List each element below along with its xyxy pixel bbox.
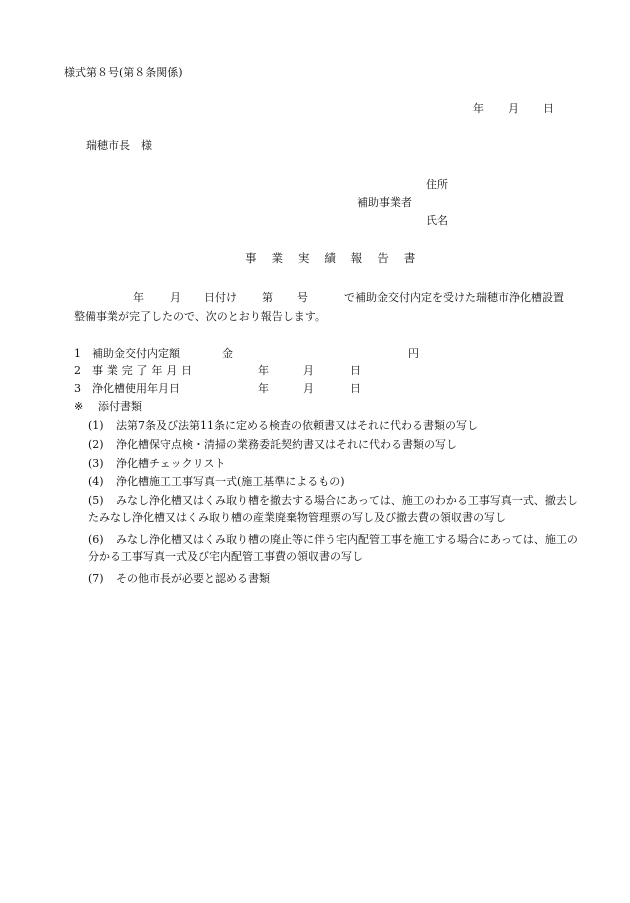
body-year: 年	[133, 291, 144, 304]
attachment-item	[88, 531, 578, 565]
attachment-text: みなし浄化槽又はくみ取り槽の廃止等に伴う宅内配管工事を施工する場合にあっては、施工の分かる工事写真一式及び宅内配管工事費の領収書の写し	[88, 533, 578, 563]
attachment-text: その他市長が必要と認める書類	[116, 572, 270, 585]
attachment-number: (5)	[88, 494, 104, 507]
name-label: 氏名	[426, 214, 448, 227]
item-month: 月	[303, 382, 314, 395]
item-year: 年	[258, 382, 269, 395]
body-month: 月	[170, 291, 181, 304]
attachment-item	[88, 436, 588, 453]
item-day: 日	[350, 364, 361, 377]
attachment-item	[88, 417, 588, 434]
attachment-number: (7)	[88, 572, 104, 585]
attachment-number: (2)	[88, 438, 104, 451]
attachment-text: みなし浄化槽又はくみ取り槽を撤去する場合にあっては、施工のわかる工事写真一式、撤去したみなし浄化槽又はくみ取り槽の産業廃棄物管理票の写し及び撤去費の領収書の写し	[88, 494, 578, 524]
item-number: 2	[74, 364, 81, 377]
item-number: 1	[74, 347, 81, 360]
body-line1-text: で補助金交付内定を受けた瑞穂市浄化槽設置	[344, 291, 564, 304]
body-date-suffix: 日付け	[204, 291, 237, 304]
attachment-text: 法第7条及び法第11条に定める検査の依頼書又はそれに代わる書類の写し	[116, 419, 478, 432]
item-year: 年	[258, 364, 269, 377]
item-label: 補助金交付内定額	[92, 347, 180, 360]
item-amount-prefix: 金	[222, 347, 233, 360]
attachment-text: 浄化槽チェックリスト	[116, 457, 226, 470]
item-month: 月	[303, 364, 314, 377]
date-month-label: 月	[508, 102, 519, 115]
body-line2: 整備事業が完了したので、次のとおり報告します。	[74, 310, 326, 323]
body-no-suffix: 号	[297, 291, 308, 304]
form-number: 様式第８号(第８条関係)	[64, 66, 183, 79]
attachment-item	[88, 570, 588, 587]
item-amount-unit: 円	[408, 347, 419, 360]
item-label: 事業完了年月日	[92, 364, 196, 377]
attachment-item	[88, 492, 578, 526]
attachment-text: 浄化槽施工工事写真一式(施工基準によるもの)	[116, 475, 345, 488]
date-day-label: 日	[543, 102, 554, 115]
attachment-number: (4)	[88, 475, 104, 488]
attachment-number: (6)	[88, 533, 104, 546]
document-title: 事業実績報告書	[245, 251, 431, 265]
attachments-title: 添付書類	[98, 400, 142, 413]
body-no-prefix: 第	[262, 291, 273, 304]
attachment-text: 浄化槽保守点検・清掃の業務委託契約書又はそれに代わる書類の写し	[116, 438, 457, 451]
attachment-item	[88, 455, 588, 472]
attachment-number: (3)	[88, 457, 104, 470]
address-label: 住所	[426, 178, 448, 191]
date-year-label: 年	[473, 102, 484, 115]
note-mark: ※	[74, 400, 84, 413]
attachment-number: (1)	[88, 419, 104, 432]
item-label: 浄化槽使用年月日	[92, 382, 180, 395]
attachment-item	[88, 473, 588, 490]
addressee: 瑞穂市長 様	[86, 139, 152, 152]
item-number: 3	[74, 382, 81, 395]
applicant-role-label: 補助事業者	[357, 196, 412, 209]
item-day: 日	[350, 382, 361, 395]
